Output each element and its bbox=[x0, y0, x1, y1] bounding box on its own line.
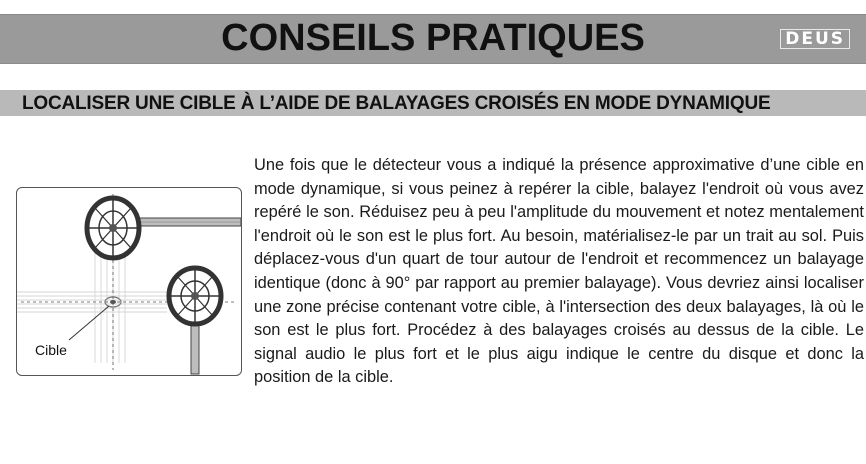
crossed-sweep-illustration bbox=[16, 187, 242, 376]
section-title: LOCALISER UNE CIBLE À L’AIDE DE BALAYAGES CROISÉS EN MODE DYNAMIQUE bbox=[22, 93, 771, 114]
detector-bottom bbox=[169, 268, 221, 374]
page-title: CONSEILS PRATIQUES bbox=[221, 17, 645, 59]
brand-logo: DEUS bbox=[780, 29, 850, 49]
target-label: Cible bbox=[35, 342, 67, 358]
label-pointer bbox=[69, 306, 109, 340]
body-paragraph: Une fois que le détecteur vous a indiqué la présence approximative d’une cible en mode dynamique, si vous peinez à repérer la cible, balayez l'endroit où vous avez repéré le son. Réduisez peu à peu l'amplitude du mouvement et notez mentalement l'endroit où le son est le plus fort. Au besoin, matérialisez-le par un trait au sol. Puis déplacez-vous d'un quart de tour autour de l'endroit et recommencez un balayage identique (donc à 90° par rapport au premier balayage). Vous devriez ainsi localiser une zone précise contenant votre cible, à l'intersection des deux balayages, là où le son est le plus fort. Procédez à des balayages croisés au dessus de la cible. Le signal audio le plus fort et le plus aigu indique le centre du disque et donc la position de la cible. bbox=[254, 156, 864, 387]
detector-top bbox=[87, 198, 241, 258]
